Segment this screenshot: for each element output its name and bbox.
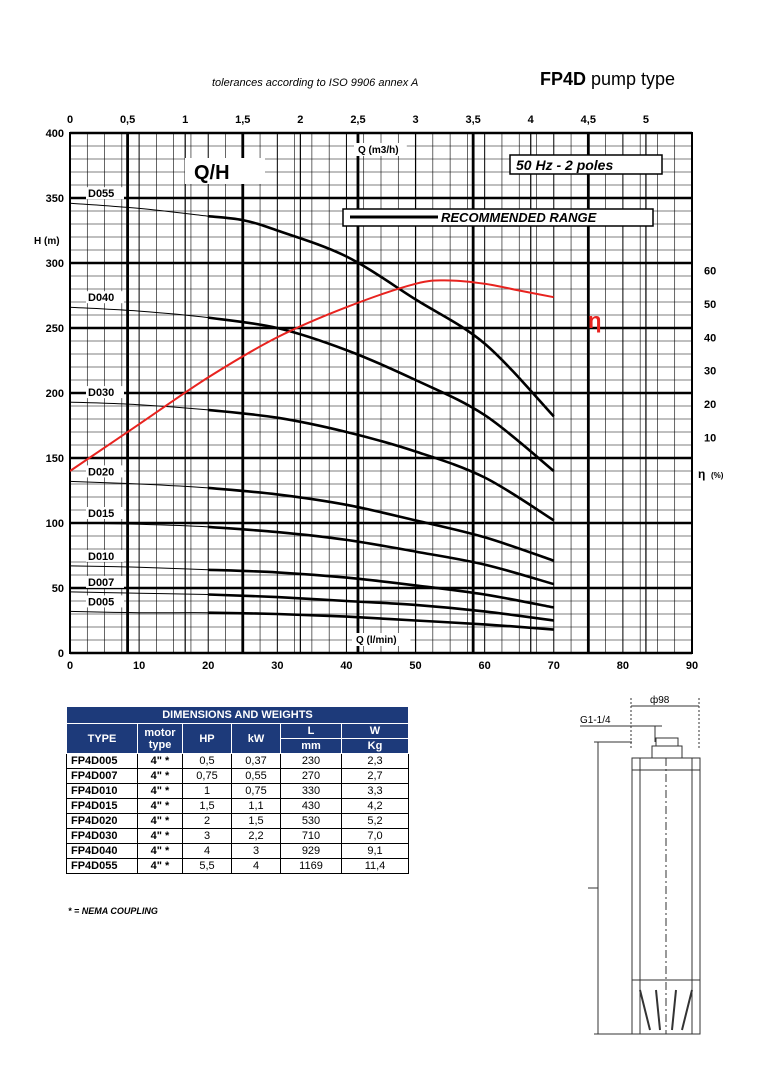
x-tick-label: 80 <box>616 660 630 672</box>
cell-w: 5,2 <box>342 814 409 829</box>
title-suffix: pump type <box>586 69 676 89</box>
eff-tick-label: 50 <box>704 298 717 311</box>
cell-w: 11,4 <box>342 859 409 874</box>
table-row <box>67 814 409 829</box>
x-tick-label: 90 <box>685 660 699 672</box>
y-tick-label: 400 <box>45 128 64 140</box>
cell-hp: 1 <box>183 784 232 799</box>
tolerance-note: tolerances according to ISO 9906 annex A <box>212 77 419 89</box>
x-tick-label: 30 <box>271 660 284 672</box>
freq-badge: 50 Hz - 2 poles <box>516 157 614 173</box>
cell-w: 9,1 <box>342 844 409 859</box>
cell-kw: 1,1 <box>232 799 281 814</box>
cell-type: FP4D007 <box>67 769 138 784</box>
x-tick-label: 50 <box>409 660 422 672</box>
cell-type: FP4D030 <box>67 829 138 844</box>
cell-kw: 0,55 <box>232 769 281 784</box>
table-title: DIMENSIONS AND WEIGHTS <box>67 707 409 724</box>
cell-l: 710 <box>281 829 342 844</box>
table-row <box>67 754 409 769</box>
cell-hp: 3 <box>183 829 232 844</box>
eff-axis-label: η <box>698 467 706 481</box>
top-tick-label: 3 <box>412 114 419 126</box>
x-tick-label: 40 <box>340 660 353 672</box>
top-tick-label: 2,5 <box>350 114 366 126</box>
eff-tick-label: 20 <box>704 399 717 412</box>
series-label: D020 <box>88 466 115 479</box>
cell-type: FP4D005 <box>67 754 138 769</box>
cell-motor: 4" * <box>138 784 183 799</box>
eff-tick-label: 30 <box>704 365 717 378</box>
x-axis-label-text: Q (l/min) <box>356 635 397 646</box>
cell-hp: 0,5 <box>183 754 232 769</box>
length-label: L <box>588 878 594 889</box>
table-row <box>67 769 409 784</box>
y-tick-label: 350 <box>45 193 64 205</box>
cell-hp: 2 <box>183 814 232 829</box>
cell-hp: 5,5 <box>183 859 232 874</box>
series-label: D040 <box>88 292 115 305</box>
table-row <box>67 784 409 799</box>
cell-kw: 0,75 <box>232 784 281 799</box>
cell-hp: 0,75 <box>183 769 232 784</box>
diameter-label: ф98 <box>650 695 670 706</box>
col-kw: kW <box>232 724 281 754</box>
eff-axis-unit: (%) <box>711 471 724 480</box>
x-axis-label <box>352 633 410 646</box>
cell-hp: 4 <box>183 844 232 859</box>
top-axis-label-text: Q (m3/h) <box>358 145 399 156</box>
cell-l: 1169 <box>281 859 342 874</box>
cell-l: 270 <box>281 769 342 784</box>
cell-motor: 4" * <box>138 859 183 874</box>
col-motor: motor type <box>138 724 183 754</box>
cell-motor: 4" * <box>138 769 183 784</box>
cell-kw: 3 <box>232 844 281 859</box>
cell-type: FP4D020 <box>67 814 138 829</box>
col-hp: HP <box>183 724 232 754</box>
y-tick-label: 200 <box>45 388 64 400</box>
col-w: W <box>342 724 409 739</box>
table-row <box>67 829 409 844</box>
series-label: D010 <box>88 550 115 563</box>
table-note: * = NEMA COUPLING <box>68 906 158 916</box>
top-tick-label: 0 <box>66 114 74 126</box>
cell-motor: 4" * <box>138 844 183 859</box>
cell-type: FP4D055 <box>67 859 138 874</box>
table-row <box>67 799 409 814</box>
y-tick-label: 0 <box>57 648 64 660</box>
cell-type: FP4D010 <box>67 784 138 799</box>
top-tick-label: 2 <box>297 114 304 126</box>
series-label: D015 <box>88 508 115 520</box>
cell-type: FP4D040 <box>67 844 138 859</box>
x-tick-label: 0 <box>66 660 74 672</box>
top-tick-label: 4,5 <box>580 114 596 126</box>
cell-motor: 4" * <box>138 799 183 814</box>
cell-w: 3,3 <box>342 784 409 799</box>
y-axis-label: H (m) <box>34 236 60 247</box>
pump-body <box>632 758 700 1034</box>
cell-motor: 4" * <box>138 754 183 769</box>
y-tick-label: 250 <box>45 323 64 335</box>
cell-motor: 4" * <box>138 829 183 844</box>
top-tick-label: 1 <box>182 114 189 126</box>
y-tick-label: 100 <box>45 518 64 530</box>
eff-tick-label: 40 <box>704 332 717 345</box>
series-label: D007 <box>88 576 115 589</box>
cell-l: 330 <box>281 784 342 799</box>
cell-w: 7,0 <box>342 829 409 844</box>
cell-kw: 1,5 <box>232 814 281 829</box>
cell-type: FP4D015 <box>67 799 138 814</box>
cell-kw: 2,2 <box>232 829 281 844</box>
series-label: D055 <box>88 188 115 201</box>
table-row <box>67 859 409 874</box>
series-label: D005 <box>88 596 115 609</box>
col-l: L <box>281 724 342 739</box>
y-tick-label: 50 <box>51 583 64 595</box>
top-tick-label: 1,5 <box>235 114 251 126</box>
cell-l: 230 <box>281 754 342 769</box>
x-tick-label: 60 <box>478 660 491 672</box>
x-tick-label: 20 <box>202 660 215 672</box>
top-tick-label: 4 <box>527 114 534 126</box>
y-tick-label: 300 <box>45 258 64 270</box>
eff-tick-label: 60 <box>704 265 717 278</box>
cell-l: 530 <box>281 814 342 829</box>
cell-hp: 1,5 <box>183 799 232 814</box>
top-tick-label: 5 <box>642 114 649 126</box>
x-tick-label: 70 <box>547 660 560 672</box>
top-axis-label <box>354 143 407 156</box>
cell-kw: 0,37 <box>232 754 281 769</box>
top-tick-label: 3,5 <box>465 114 481 126</box>
pump-drawing <box>570 690 710 1070</box>
cell-w: 2,7 <box>342 769 409 784</box>
col-type: TYPE <box>67 724 138 754</box>
cell-motor: 4" * <box>138 814 183 829</box>
table-body <box>67 754 409 874</box>
cell-w: 2,3 <box>342 754 409 769</box>
eff-big-label: η <box>588 308 602 333</box>
cell-l: 929 <box>281 844 342 859</box>
title-model: FP4D <box>540 69 587 89</box>
cell-kw: 4 <box>232 859 281 874</box>
thread-label: G1-1/4 <box>580 715 611 726</box>
series-label: D030 <box>88 387 115 400</box>
col-w-unit: Kg <box>342 739 409 754</box>
dimensions-table <box>66 706 409 874</box>
y-tick-label: 150 <box>45 453 64 465</box>
top-tick-label: 0,5 <box>119 114 136 126</box>
x-tick-label: 10 <box>132 660 146 672</box>
cell-w: 4,2 <box>342 799 409 814</box>
chart-overlays <box>86 143 662 646</box>
qh-badge: Q/H <box>194 162 230 184</box>
legend-text: RECOMMENDED RANGE <box>441 210 597 225</box>
cell-l: 430 <box>281 799 342 814</box>
eff-tick-label: 10 <box>704 432 717 445</box>
col-l-unit: mm <box>281 739 342 754</box>
table-row <box>67 844 409 859</box>
